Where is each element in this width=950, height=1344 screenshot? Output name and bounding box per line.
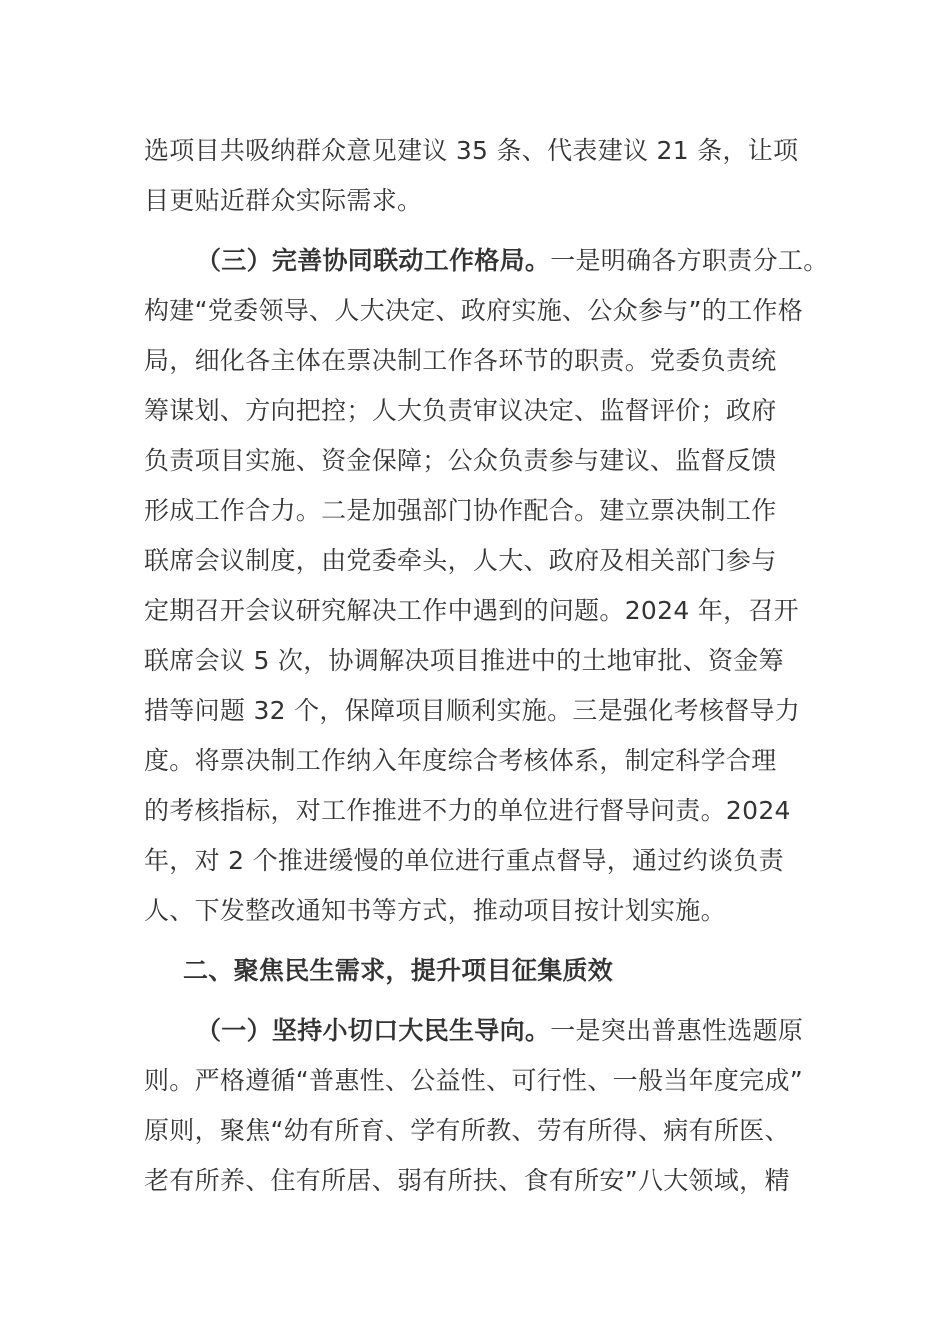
body-line: 选项目共吸纳群众意见建议 35 条、代表建议 21 条，让项 [144, 136, 799, 165]
body-line: 形成工作合力。二是加强部门协作配合。建立票决制工作 [144, 496, 777, 525]
body-line: 的考核指标，对工作推进不力的单位进行督导问责。2024 [144, 796, 791, 825]
section-heading: 二、聚焦民生需求，提升项目征集质效 [183, 956, 614, 985]
body-line: 度。将票决制工作纳入年度综合考核体系，制定科学合理 [144, 746, 777, 775]
section-3-first-line [196, 244, 829, 278]
body-line: 构建“党委领导、人大决定、政府实施、公众参与”的工作格 [144, 296, 804, 325]
body-line: 则。严格遵循“普惠性、公益性、可行性、一般当年度完成” [144, 1066, 804, 1095]
section-3-title: （三）完善协同联动工作格局。 [196, 246, 551, 275]
body-line: 局，细化各主体在票决制工作各环节的职责。党委负责统 [144, 346, 777, 375]
body-line: 负责项目实施、资金保障；公众负责参与建议、监督反馈 [144, 446, 777, 475]
section-3-first-text: 一是明确各方职责分工。 [550, 246, 829, 275]
body-line: 原则，聚焦“幼有所育、学有所教、劳有所得、病有所医、 [144, 1116, 790, 1145]
body-line: 老有所养、住有所居、弱有所扶、食有所安”八大领域，精 [144, 1166, 790, 1195]
body-line: 人、下发整改通知书等方式，推动项目按计划实施。 [144, 896, 726, 925]
body-line: 目更贴近群众实际需求。 [144, 186, 423, 215]
body-line: 联席会议制度，由党委牵头，人大、政府及相关部门参与 [144, 546, 777, 575]
body-line: 措等问题 32 个，保障项目顺利实施。三是强化考核督导力 [144, 696, 801, 725]
body-line: 定期召开会议研究解决工作中遇到的问题。2024 年，召开 [144, 596, 799, 625]
section-2-1-first-text: 一是突出普惠性选题原 [550, 1016, 804, 1045]
section-2-1-first-line [196, 1014, 803, 1048]
body-line: 筹谋划、方向把控；人大负责审议决定、监督评价；政府 [144, 396, 777, 425]
body-line: 联席会议 5 次，协调解决项目推进中的土地审批、资金筹 [144, 646, 784, 675]
body-line: 年，对 2 个推进缓慢的单位进行重点督导，通过约谈负责 [144, 846, 784, 875]
section-2-1-title: （一）坚持小切口大民生导向。 [196, 1016, 551, 1045]
